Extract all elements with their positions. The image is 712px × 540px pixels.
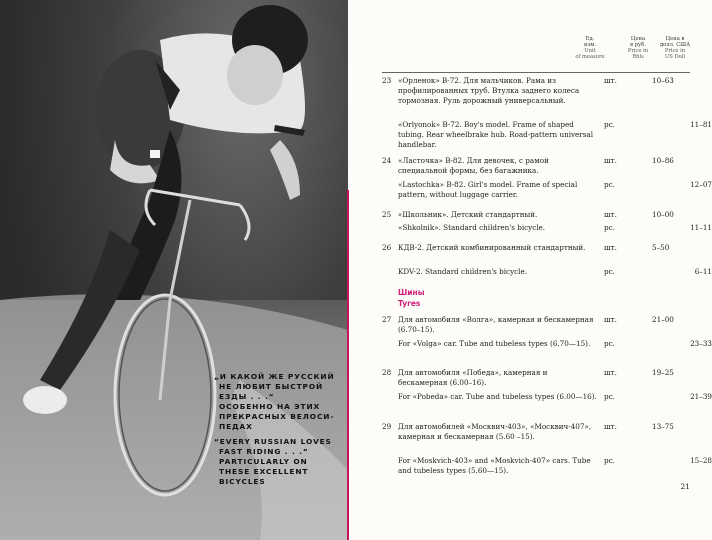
price-list-page [360, 0, 712, 540]
item-price-rub: 19–25 [652, 368, 674, 377]
caption-en [214, 437, 344, 487]
item-unit-ru: шт. [604, 243, 617, 252]
caption-ru [214, 372, 344, 432]
item-unit-en: pc. [604, 267, 615, 276]
item-desc-en: «Lastochka» B-82. Girl's model. Frame of special pattern, without luggage carrier. [398, 180, 578, 199]
item-desc-ru: Для автомобиля «Победа», камерная и бескамерная (6.00–16). [398, 368, 548, 387]
item-desc-en: KDV-2. Standard children's bicycle. [398, 267, 528, 276]
item-unit-ru: шт. [604, 315, 617, 324]
item-price-usd: 15–28 [690, 456, 712, 465]
header-rub [623, 36, 653, 60]
caption-ru-line: „И КАКОЙ ЖЕ РУССКИЙ [214, 372, 335, 381]
header-unit [572, 36, 608, 60]
item-unit-en: pc. [604, 180, 615, 189]
caption-en-line: “EVERY RUSSIAN LOVES [214, 437, 332, 446]
caption-en-line: THESE EXCELLENT [219, 467, 309, 476]
item-price-usd: 21–39 [690, 392, 712, 401]
item-number: 29 [382, 422, 392, 431]
item-price-usd: 23–33 [690, 339, 712, 348]
caption-en-line: BICYCLES [219, 477, 266, 486]
item-desc-en: For «Volga» car. Tube and tubeless types (6.70—15). [398, 339, 591, 348]
item-unit-ru: шт. [604, 368, 617, 377]
item-price-rub: 10–86 [652, 156, 674, 165]
page-edge-line [347, 190, 349, 540]
header-usd-ru: долл. США [659, 42, 691, 48]
item-desc-en: «Shkolnik». Standard children's bicycle. [398, 223, 546, 232]
header-usd-ru: Цена в [665, 36, 685, 42]
item-number: 24 [382, 156, 392, 165]
item-price-rub: 13–75 [652, 422, 674, 431]
header-divider [382, 72, 690, 73]
section-heading-ru: Шины [398, 288, 425, 297]
item-unit-en: pc. [604, 120, 615, 129]
item-number: 27 [382, 315, 392, 324]
item-unit-en: pc. [604, 392, 615, 401]
item-desc-ru: Для автомобилей «Москвич-403», «Москвич-407», камерная и бескамерная (5.60 –15). [398, 422, 592, 441]
item-number: 25 [382, 210, 392, 219]
item-price-rub: 10–63 [652, 76, 674, 85]
caption-ru-line: ЕЗДЫ . . .“ [219, 392, 275, 401]
header-unit-en: Unit [584, 48, 596, 54]
item-unit-en: pc. [604, 456, 615, 465]
item-desc-en: «Orlyonok» B-72. Boy's model. Frame of shaped tubing. Rear wheelbrake hub. Road-pattern universal handlebar. [398, 120, 594, 149]
item-unit-ru: шт. [604, 422, 617, 431]
item-unit-en: pc. [604, 339, 615, 348]
header-rub-ru: в руб. [630, 42, 646, 48]
caption-en-line: PARTICULARLY ON [219, 457, 308, 466]
item-price-usd: 11–81 [690, 120, 712, 129]
header-usd [655, 36, 695, 60]
header-unit-ru: изм. [584, 42, 596, 48]
item-price-usd: 6–11 [694, 267, 712, 276]
item-unit-ru: шт. [604, 76, 617, 85]
header-unit-en: of measure [575, 54, 605, 60]
header-usd-en: US Doll [664, 54, 686, 60]
page-number: 21 [680, 482, 690, 491]
item-number: 26 [382, 243, 392, 252]
item-desc-en: For «Pobeda» car. Tube and tubeless types (6.00—16). [398, 392, 597, 401]
item-desc-ru: КДВ-2. Детский комбинированный стандартный. [398, 243, 586, 252]
item-desc-en: For «Moskvich-403» and «Moskvich-407» cars. Tube and tubeless types (5.60—15). [398, 456, 591, 475]
header-rub-en: Rbls [632, 54, 644, 60]
item-desc-ru: «Орленок» В-72. Для мальчиков. Рама из профилированных труб. Втулка заднего колеса тормозная. Руль дорожный универсальный. [398, 76, 580, 105]
item-number: 28 [382, 368, 392, 377]
section-heading-en: Tyres [398, 299, 421, 308]
item-unit-en: pc. [604, 223, 615, 232]
caption-en-line: FAST RIDING . . .” [219, 447, 309, 456]
item-price-rub: 10–00 [652, 210, 674, 219]
caption-ru-line: ПРЕКРАСНЫХ ВЕЛОСИ- [219, 412, 335, 421]
header-rub-en: Price in [627, 48, 649, 54]
header-unit-ru: Ед. [585, 36, 595, 42]
item-price-usd: 11–11 [690, 223, 712, 232]
item-desc-ru: «Ласточка» В-82. Для девочек, с рамой специальной формы, без багажника. [398, 156, 549, 175]
item-price-rub: 21–00 [652, 315, 674, 324]
caption-ru-line: НЕ ЛЮБИТ БЫСТРОЙ [219, 382, 324, 391]
item-unit-ru: шт. [604, 210, 617, 219]
item-price-rub: 5–50 [652, 243, 670, 252]
item-price-usd: 12–07 [690, 180, 712, 189]
item-unit-ru: шт. [604, 156, 617, 165]
item-desc-ru: Для автомобиля «Волга», камерная и бескамерная (6.70–15). [398, 315, 594, 334]
caption-ru-line: ОСОБЕННО НА ЭТИХ [219, 402, 321, 411]
caption-ru-line: ПЕДАХ [219, 422, 253, 431]
header-rub-ru: Цена [630, 36, 646, 42]
item-number: 23 [382, 76, 392, 85]
header-usd-en: Price in [664, 48, 686, 54]
photo-caption [214, 372, 344, 487]
item-desc-ru: «Школьник». Детский стандартный. [398, 210, 538, 219]
